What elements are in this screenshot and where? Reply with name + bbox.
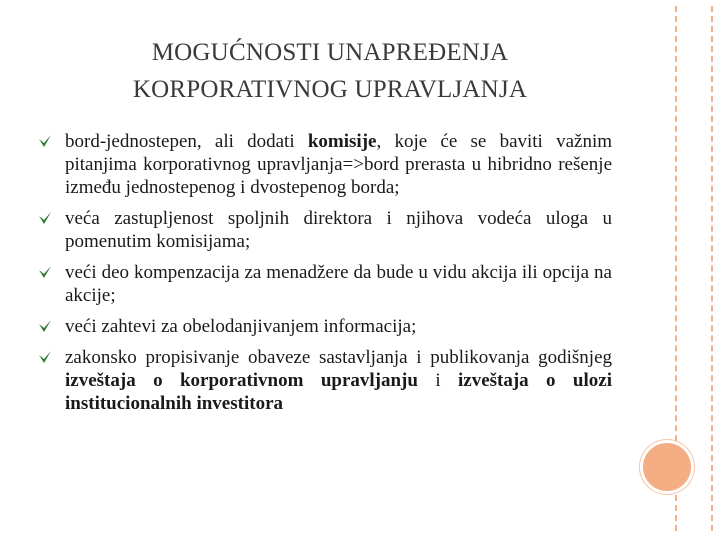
bullet-item-1	[38, 130, 612, 199]
bullet-2-text: veća zastupljenost spoljnih direktora i njihova vodeća uloga u pomenutim komisijama;	[65, 208, 612, 252]
bullet-1-text-a: bord-jednostepen, ali dodati	[65, 131, 308, 152]
title-line-1: MOGUĆNOSTI UNAPREĐENJA	[151, 39, 509, 66]
decorative-circle	[640, 440, 694, 494]
bullet-5-bold-1: izveštaja o korporativnom upravljanju	[65, 370, 418, 391]
bullet-3-text: veći deo kompenzacija za menadžere da bude u vidu akcija ili opcija na akcije;	[65, 262, 612, 306]
bullet-item-4	[38, 315, 612, 338]
bullet-item-5	[38, 346, 612, 415]
slide-title	[40, 34, 620, 108]
title-line-2: KORPORATIVNOG UPRAVLJANJA	[132, 76, 528, 103]
bullet-5-text-a: zakonsko propisivanje obaveze sastavljanja i publikovanja godišnjeg	[65, 347, 612, 368]
bullet-1-text-c: , koje će se baviti važnim pitanjima korporativnog upravljanja=>bord prerasta u hibridno rešenje između jednostepenog i dvostepenog borda;	[65, 131, 612, 198]
checkmark-bullet-icon	[38, 211, 52, 225]
bullet-1-bold: komisije	[307, 131, 377, 152]
checkmark-bullet-icon	[38, 319, 52, 333]
bullet-item-2	[38, 207, 612, 253]
checkmark-bullet-icon	[38, 134, 52, 148]
bullet-4-text: veći zahtevi za obelodanjivanjem informacija;	[65, 316, 417, 337]
bullet-5-text-c: i	[417, 370, 458, 391]
bullet-list	[38, 130, 612, 423]
checkmark-bullet-icon	[38, 350, 52, 364]
bullet-5-bold-2: izveštaja o ulozi institucionalnih investitora	[65, 370, 612, 414]
bullet-item-3	[38, 261, 612, 307]
checkmark-bullet-icon	[38, 265, 52, 279]
